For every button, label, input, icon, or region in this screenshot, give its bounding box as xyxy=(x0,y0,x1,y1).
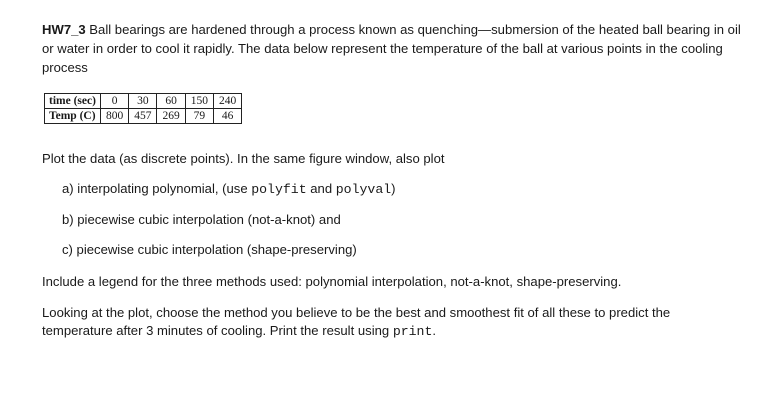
table-cell: 79 xyxy=(185,109,213,124)
legend-instruction: Include a legend for the three methods used: polynomial interpolation, not-a-knot, shape-preserving. xyxy=(42,274,622,289)
item-b: b) piecewise cubic interpolation (not-a-knot) and xyxy=(62,212,341,227)
polyfit-code: polyfit xyxy=(251,182,307,197)
table-cell: 269 xyxy=(157,109,185,124)
print-code: print xyxy=(392,324,433,339)
final-text: Looking at the plot, choose the method you believe to be the best and smoothest fit of all these to predict the temperature after 3 minutes of cooling. Print the result using xyxy=(42,305,671,338)
table-cell: 46 xyxy=(213,109,241,124)
table-row-time xyxy=(45,94,242,109)
table-row-label: Temp (C) xyxy=(45,109,101,124)
final-suffix: . xyxy=(432,323,437,338)
item-a-prefix: a) interpolating polynomial, (use xyxy=(62,181,252,196)
table-cell: 150 xyxy=(185,94,213,109)
item-a xyxy=(62,180,396,198)
homework-label: HW7_3 xyxy=(42,22,86,37)
final-instruction xyxy=(42,304,732,341)
intro-paragraph xyxy=(42,20,742,77)
intro-text: Ball bearings are hardened through a process known as quenching—submersion of the heated ball bearing in oil or water in order to cool it rapidly. The data below represent the temperature of the ball at various points in the cooling process xyxy=(42,22,741,75)
item-c: c) piecewise cubic interpolation (shape-preserving) xyxy=(62,242,357,257)
item-a-suffix: ) xyxy=(391,181,396,196)
item-a-mid: and xyxy=(306,181,336,196)
table-cell: 240 xyxy=(213,94,241,109)
plot-instruction: Plot the data (as discrete points). In the same figure window, also plot xyxy=(42,151,445,166)
cooling-data-table xyxy=(44,93,242,124)
table-cell: 800 xyxy=(100,109,128,124)
table-row-temp xyxy=(45,109,242,124)
table-cell: 0 xyxy=(100,94,128,109)
table-cell: 457 xyxy=(129,109,157,124)
problem-statement xyxy=(42,20,742,124)
polyval-code: polyval xyxy=(335,182,392,197)
table-row-label: time (sec) xyxy=(45,94,101,109)
table-cell: 60 xyxy=(157,94,185,109)
table-cell: 30 xyxy=(129,94,157,109)
